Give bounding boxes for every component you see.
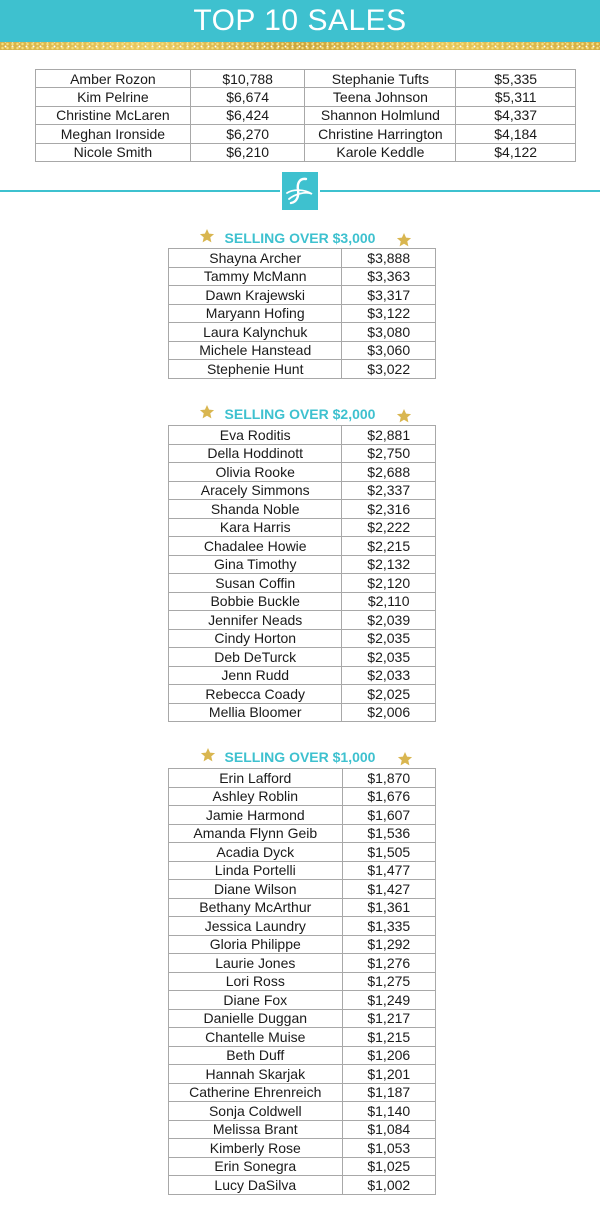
seller-name: Linda Portelli [169, 861, 343, 880]
seller-name: Maryann Hofing [169, 304, 342, 323]
star-icon [396, 232, 412, 248]
sales-amount: $1,249 [342, 991, 435, 1010]
table-row [169, 935, 436, 954]
seller-name: Stephanie Tufts [305, 70, 456, 88]
table-row [36, 106, 576, 124]
sales-amount: $5,335 [456, 70, 576, 88]
seller-name: Amanda Flynn Geib [169, 824, 343, 843]
seller-name: Chantelle Muise [169, 1028, 343, 1047]
seller-name: Eva Roditis [169, 426, 342, 445]
sales-amount: $1,084 [342, 1120, 435, 1139]
table-row [169, 1083, 436, 1102]
sales-amount: $2,316 [342, 500, 436, 519]
sales-amount: $6,270 [190, 125, 305, 143]
sales-amount: $6,210 [190, 143, 305, 161]
seller-name: Chadalee Howie [169, 537, 342, 556]
seller-name: Tammy McMann [169, 267, 342, 286]
brand-logo-icon [282, 172, 318, 210]
sales-amount: $1,335 [342, 917, 435, 936]
table-row [169, 1046, 436, 1065]
seller-name: Hannah Skarjak [169, 1065, 343, 1084]
seller-name: Diane Fox [169, 991, 343, 1010]
sales-amount: $2,688 [342, 463, 436, 482]
table-row [169, 304, 436, 323]
table-row [169, 824, 436, 843]
table-row [169, 1065, 436, 1084]
seller-name: Karole Keddle [305, 143, 456, 161]
seller-name: Stephenie Hunt [169, 360, 342, 379]
seller-name: Sonja Coldwell [169, 1102, 343, 1121]
sales-amount: $3,363 [342, 267, 436, 286]
sales-amount: $1,201 [342, 1065, 435, 1084]
sales-amount: $5,311 [456, 88, 576, 106]
sales-amount: $2,110 [342, 592, 436, 611]
sales-amount: $1,217 [342, 1009, 435, 1028]
sales-amount: $1,361 [342, 898, 435, 917]
sales-amount: $3,080 [342, 323, 436, 342]
seller-name: Gina Timothy [169, 555, 342, 574]
seller-name: Kim Pelrine [36, 88, 191, 106]
seller-name: Teena Johnson [305, 88, 456, 106]
table-row [169, 1139, 436, 1158]
seller-name: Erin Sonegra [169, 1157, 343, 1176]
seller-name: Laurie Jones [169, 954, 343, 973]
seller-name: Jennifer Neads [169, 611, 342, 630]
seller-name: Gloria Philippe [169, 935, 343, 954]
page-title: TOP 10 SALES [193, 4, 407, 37]
sales-amount: $3,888 [342, 249, 436, 268]
seller-name: Acadia Dyck [169, 843, 343, 862]
sales-amount: $1,140 [342, 1102, 435, 1121]
table-row [169, 360, 436, 379]
seller-name: Dawn Krajewski [169, 286, 342, 305]
sales-amount: $2,132 [342, 555, 436, 574]
table-row [169, 1102, 436, 1121]
seller-name: Kara Harris [169, 518, 342, 537]
table-row [36, 70, 576, 88]
sales-amount: $6,424 [190, 106, 305, 124]
table-row [169, 537, 436, 556]
table-row [169, 341, 436, 360]
table-row [169, 806, 436, 825]
table-row [169, 917, 436, 936]
table-row [169, 787, 436, 806]
star-icon [397, 751, 413, 767]
table-row [169, 444, 436, 463]
table-row [169, 426, 436, 445]
sales-amount: $2,222 [342, 518, 436, 537]
seller-name: Della Hoddinott [169, 444, 342, 463]
table-row [169, 898, 436, 917]
table-row [36, 143, 576, 161]
table-row [169, 555, 436, 574]
seller-name: Melissa Brant [169, 1120, 343, 1139]
sales-amount: $2,120 [342, 574, 436, 593]
table-row [169, 972, 436, 991]
sales-amount: $1,276 [342, 954, 435, 973]
sales-amount: $1,505 [342, 843, 435, 862]
seller-name: Erin Lafford [169, 769, 343, 788]
sales-amount: $1,676 [342, 787, 435, 806]
sales-amount: $1,025 [342, 1157, 435, 1176]
table-row [169, 685, 436, 704]
seller-name: Danielle Duggan [169, 1009, 343, 1028]
divider-right [320, 190, 600, 192]
table-row [169, 518, 436, 537]
sales-amount: $2,039 [342, 611, 436, 630]
table-row [169, 1028, 436, 1047]
seller-name: Mellia Bloomer [169, 703, 342, 722]
table-row [169, 286, 436, 305]
table-row [169, 323, 436, 342]
seller-name: Bethany McArthur [169, 898, 343, 917]
seller-name: Lucy DaSilva [169, 1176, 343, 1195]
seller-name: Christine McLaren [36, 106, 191, 124]
table-row [169, 666, 436, 685]
tier-title-3000: SELLING OVER $3,000 [224, 230, 376, 246]
sales-amount: $3,317 [342, 286, 436, 305]
sales-amount: $2,337 [342, 481, 436, 500]
sales-amount: $1,206 [342, 1046, 435, 1065]
table-row [169, 648, 436, 667]
seller-name: Beth Duff [169, 1046, 343, 1065]
sales-amount: $2,035 [342, 629, 436, 648]
sales-amount: $2,006 [342, 703, 436, 722]
table-row [169, 574, 436, 593]
sales-amount: $10,788 [190, 70, 305, 88]
divider-left [0, 190, 280, 192]
sales-amount: $2,025 [342, 685, 436, 704]
seller-name: Cindy Horton [169, 629, 342, 648]
seller-name: Amber Rozon [36, 70, 191, 88]
tier-title-2000: SELLING OVER $2,000 [224, 406, 376, 422]
seller-name: Jenn Rudd [169, 666, 342, 685]
sales-amount: $3,122 [342, 304, 436, 323]
table-row [169, 1176, 436, 1195]
seller-name: Christine Harrington [305, 125, 456, 143]
sales-amount: $1,427 [342, 880, 435, 899]
seller-name: Lori Ross [169, 972, 343, 991]
table-row [169, 843, 436, 862]
tier-table-3000 [168, 248, 436, 379]
seller-name: Rebecca Coady [169, 685, 342, 704]
seller-name: Kimberly Rose [169, 1139, 343, 1158]
sales-amount: $2,033 [342, 666, 436, 685]
sales-amount: $1,215 [342, 1028, 435, 1047]
sales-amount: $1,053 [342, 1139, 435, 1158]
star-icon [396, 408, 412, 424]
header-banner [0, 0, 600, 42]
table-row [36, 125, 576, 143]
seller-name: Aracely Simmons [169, 481, 342, 500]
sales-amount: $1,187 [342, 1083, 435, 1102]
table-row [36, 88, 576, 106]
sales-amount: $3,060 [342, 341, 436, 360]
table-row [169, 629, 436, 648]
seller-name: Deb DeTurck [169, 648, 342, 667]
sales-amount: $4,337 [456, 106, 576, 124]
table-row [169, 267, 436, 286]
table-row [169, 991, 436, 1010]
seller-name: Jessica Laundry [169, 917, 343, 936]
table-row [169, 1120, 436, 1139]
sales-amount: $1,607 [342, 806, 435, 825]
table-row [169, 880, 436, 899]
table-row [169, 769, 436, 788]
sales-amount: $1,536 [342, 824, 435, 843]
table-row [169, 954, 436, 973]
table-row [169, 703, 436, 722]
seller-name: Meghan Ironside [36, 125, 191, 143]
sales-amount: $2,750 [342, 444, 436, 463]
seller-name: Olivia Rooke [169, 463, 342, 482]
table-row [169, 611, 436, 630]
seller-name: Diane Wilson [169, 880, 343, 899]
table-row [169, 249, 436, 268]
sales-amount: $4,184 [456, 125, 576, 143]
sales-amount: $3,022 [342, 360, 436, 379]
table-row [169, 861, 436, 880]
sales-amount: $1,870 [342, 769, 435, 788]
sales-amount: $2,881 [342, 426, 436, 445]
sales-amount: $1,275 [342, 972, 435, 991]
seller-name: Susan Coffin [169, 574, 342, 593]
sales-amount: $1,292 [342, 935, 435, 954]
tier-table-2000 [168, 425, 436, 722]
sales-amount: $2,215 [342, 537, 436, 556]
seller-name: Shayna Archer [169, 249, 342, 268]
seller-name: Bobbie Buckle [169, 592, 342, 611]
seller-name: Laura Kalynchuk [169, 323, 342, 342]
tier-table-1000 [168, 768, 436, 1195]
tier-title-1000: SELLING OVER $1,000 [224, 749, 376, 765]
table-row [169, 481, 436, 500]
seller-name: Jamie Harmond [169, 806, 343, 825]
seller-name: Shannon Holmlund [305, 106, 456, 124]
seller-name: Michele Hanstead [169, 341, 342, 360]
top10-table [35, 69, 576, 162]
table-row [169, 1009, 436, 1028]
sales-amount: $1,002 [342, 1176, 435, 1195]
table-row [169, 500, 436, 519]
seller-name: Ashley Roblin [169, 787, 343, 806]
sales-amount: $1,477 [342, 861, 435, 880]
seller-name: Nicole Smith [36, 143, 191, 161]
table-row [169, 1157, 436, 1176]
sales-amount: $2,035 [342, 648, 436, 667]
table-row [169, 592, 436, 611]
seller-name: Catherine Ehrenreich [169, 1083, 343, 1102]
sales-amount: $4,122 [456, 143, 576, 161]
seller-name: Shanda Noble [169, 500, 342, 519]
table-row [169, 463, 436, 482]
sales-amount: $6,674 [190, 88, 305, 106]
glitter-border [0, 42, 600, 50]
